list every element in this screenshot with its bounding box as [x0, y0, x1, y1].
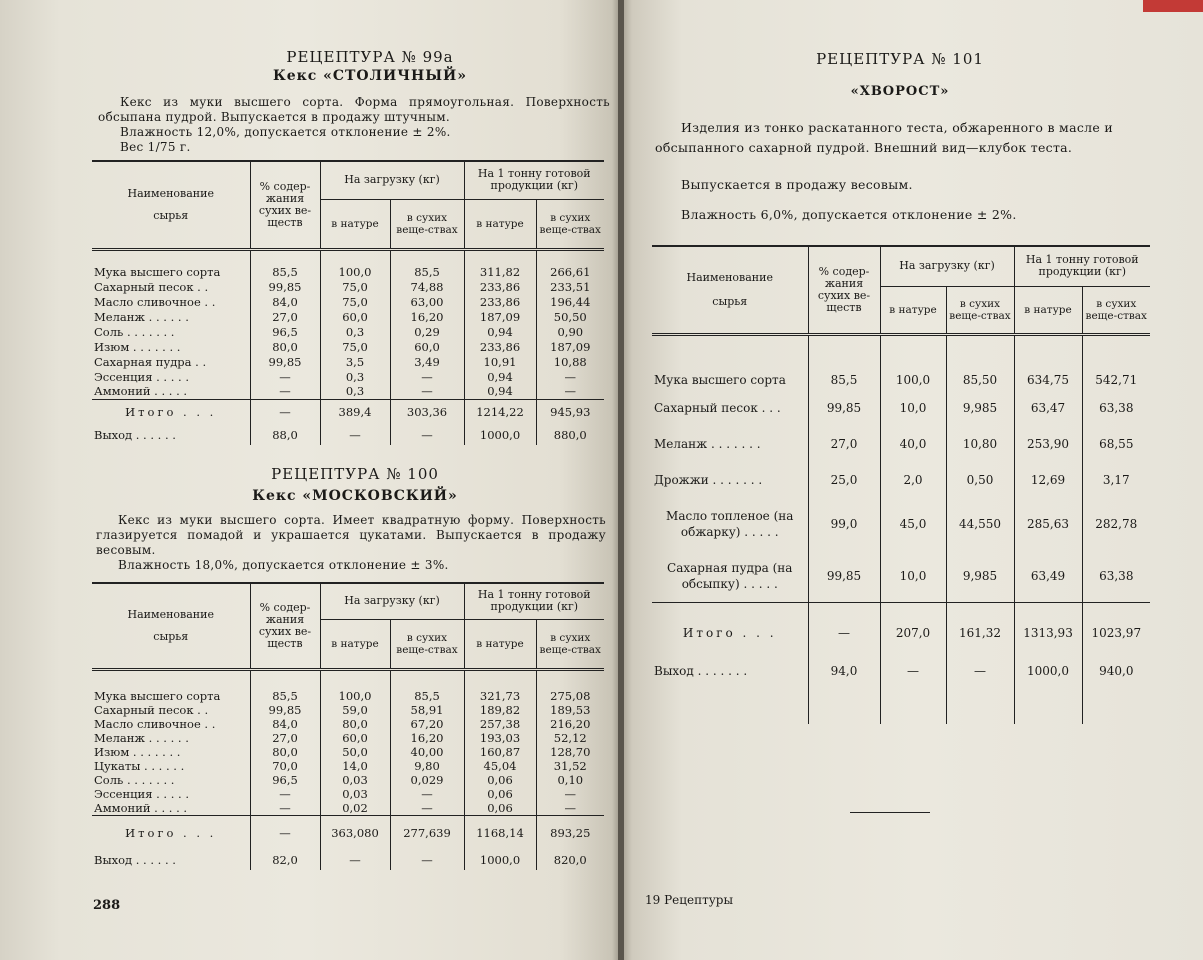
col-header-load-natural: в натуре [320, 199, 390, 249]
recipe-100-table [92, 582, 604, 870]
recipe-100-moisture: Влажность 18,0%, допускается отклонение ± 3%. [118, 558, 449, 572]
table-row: Меланж . . . . . . 27,0 60,0 16,20 193,03 52,12 [92, 731, 604, 745]
recipe-99a-table [92, 160, 604, 445]
recipe-100-heading: РЕЦЕПТУРА № 100 [271, 465, 439, 483]
recipe-100-desc-line: Кекс из муки высшего сорта. Имеет квадратную форму. Поверхность глазируется помадой и украшается цукатами. Выпускается в продажу весовым. [96, 513, 606, 557]
col-header-ton-dry: в сухих веще-ствах [1082, 286, 1150, 334]
table-row: Меланж . . . . . . 27,0 60,0 16,20 187,09 50,50 [92, 309, 604, 324]
recipe-99a-moisture: Влажность 12,0%, допускается отклонение ± 2%. [120, 125, 451, 139]
red-cover-corner [1143, 0, 1203, 12]
col-header-dry-content: % содер-жания сухих ве-ществ [250, 583, 320, 669]
recipe-100-title: Кекс «МОСКОВСКИЙ» [252, 488, 458, 504]
table-row: Сахарный песок . . 99,85 59,0 58,91 189,82 189,53 [92, 703, 604, 717]
table-row: Цукаты . . . . . . 70,0 14,0 9,80 45,04 31,52 [92, 759, 604, 773]
col-header-load-dry: в сухих веще-ствах [946, 286, 1014, 334]
recipe-99a-desc-line: Кекс из муки высшего сорта. Форма прямоугольная. Поверхность обсыпана пудрой. Выпускается в продажу штучным. [98, 95, 610, 124]
table-total-row: Итого . . . — 207,0 161,32 1313,93 1023,97 [652, 602, 1150, 664]
table-yield-row: Выход . . . . . . 82,0 — — 1000,0 820,0 [92, 850, 604, 870]
table-yield-row: Выход . . . . . . 88,0 — — 1000,0 880,0 [92, 425, 604, 445]
table-yield-row: Выход . . . . . . . 94,0 — — 1000,0 940,0 [652, 664, 1150, 724]
recipe-99a-description [98, 95, 610, 155]
col-header-ton-natural: в натуре [1014, 286, 1082, 334]
col-header-ton-natural: в натуре [464, 619, 536, 669]
table-row: Масло топленое (на обжарку) . . . . . 99,0 45,0 44,550 285,63 282,78 [652, 498, 1150, 550]
recipe-101-description [655, 118, 1147, 230]
table-total-row: Итого . . . — 363,080 277,639 1168,14 893,25 [92, 816, 604, 850]
table-row: Эссенция . . . . . — 0,3 — 0,94 — [92, 369, 604, 384]
col-header-load: На загрузку (кг) [320, 161, 464, 199]
table-row: Изюм . . . . . . . 80,0 50,0 40,00 160,87 128,70 [92, 745, 604, 759]
col-header-per-ton: На 1 тонну готовой продукции (кг) [464, 161, 604, 199]
recipe-101-title: «ХВОРОСТ» [850, 84, 950, 99]
col-header-load: На загрузку (кг) [880, 246, 1014, 286]
book-gutter [618, 0, 624, 960]
col-header-name: Наименование сырья [92, 161, 250, 249]
col-header-ton-natural: в натуре [464, 199, 536, 249]
table-row: Масло сливочное . . 84,0 80,0 67,20 257,38 216,20 [92, 717, 604, 731]
table-total-row: Итого . . . — 389,4 303,36 1214,22 945,93 [92, 399, 604, 425]
recipe-101-moisture: Влажность 6,0%, допускается отклонение ± 2%. [681, 207, 1017, 222]
table-row: Сахарная пудра . . 99,85 3,5 3,49 10,91 10,88 [92, 354, 604, 369]
col-header-load: На загрузку (кг) [320, 583, 464, 619]
table-row: Соль . . . . . . . 96,5 0,03 0,029 0,06 0,10 [92, 773, 604, 787]
recipe-100-description [96, 513, 606, 573]
col-header-load-dry: в сухих веще-ствах [390, 199, 464, 249]
table-row: Изюм . . . . . . . 80,0 75,0 60,0 233,86 187,09 [92, 339, 604, 354]
page-number: 288 [93, 898, 121, 913]
col-header-per-ton: На 1 тонну готовой продукции (кг) [464, 583, 604, 619]
table-row: Соль . . . . . . . 96,5 0,3 0,29 0,94 0,90 [92, 324, 604, 339]
col-header-per-ton: На 1 тонну готовой продукции (кг) [1014, 246, 1150, 286]
recipe-101-sale: Выпускается в продажу весовым. [681, 177, 913, 192]
recipe-99a-weight: Вес 1/75 г. [120, 140, 191, 154]
table-row: Эссенция . . . . . — 0,03 — 0,06 — [92, 787, 604, 801]
col-header-load-natural: в натуре [880, 286, 946, 334]
table-row: Мука высшего сорта 85,5 100,0 85,5 311,82 266,61 [92, 249, 604, 279]
table-row: Мука высшего сорта 85,5 100,0 85,50 634,75 542,71 [652, 334, 1150, 390]
col-header-load-dry: в сухих веще-ствах [390, 619, 464, 669]
end-rule [850, 812, 930, 813]
col-header-name: Наименование сырья [92, 583, 250, 669]
table-row: Сахарный песок . . . 99,85 10,0 9,985 63,47 63,38 [652, 390, 1150, 426]
table-row: Аммоний . . . . . — 0,02 — 0,06 — [92, 801, 604, 816]
table-row: Меланж . . . . . . . 27,0 40,0 10,80 253,90 68,55 [652, 426, 1150, 462]
table-row: Сахарная пудра (на обсыпку) . . . . . 99,85 10,0 9,985 63,49 63,38 [652, 550, 1150, 602]
recipe-99a-heading: РЕЦЕПТУРА № 99а [286, 48, 454, 66]
col-header-dry-content: % содер-жания сухих ве-ществ [250, 161, 320, 249]
col-header-ton-dry: в сухих веще-ствах [536, 619, 604, 669]
col-header-dry-content: % содер-жания сухих ве-ществ [808, 246, 880, 334]
table-row: Аммоний . . . . . — 0,3 — 0,94 — [92, 384, 604, 399]
recipe-101-heading: РЕЦЕПТУРА № 101 [816, 50, 984, 68]
col-header-load-natural: в натуре [320, 619, 390, 669]
col-header-name: Наименование сырья [652, 246, 808, 334]
recipe-99a-title: Кекс «СТОЛИЧНЫЙ» [272, 68, 468, 84]
table-row: Сахарный песок . . 99,85 75,0 74,88 233,86 233,51 [92, 279, 604, 294]
table-row: Мука высшего сорта 85,5 100,0 85,5 321,73 275,08 [92, 669, 604, 703]
recipe-101-table [652, 245, 1150, 724]
recipe-101-desc-line: Изделия из тонко раскатанного теста, обжаренного в масле и обсыпанного сахарной пудрой. Внешний вид—клубок теста. [655, 120, 1113, 155]
signature-mark: 19 Рецептуры [645, 893, 734, 907]
table-row: Дрожжи . . . . . . . 25,0 2,0 0,50 12,69 3,17 [652, 462, 1150, 498]
table-row: Масло сливочное . . 84,0 75,0 63,00 233,86 196,44 [92, 294, 604, 309]
col-header-ton-dry: в сухих веще-ствах [536, 199, 604, 249]
